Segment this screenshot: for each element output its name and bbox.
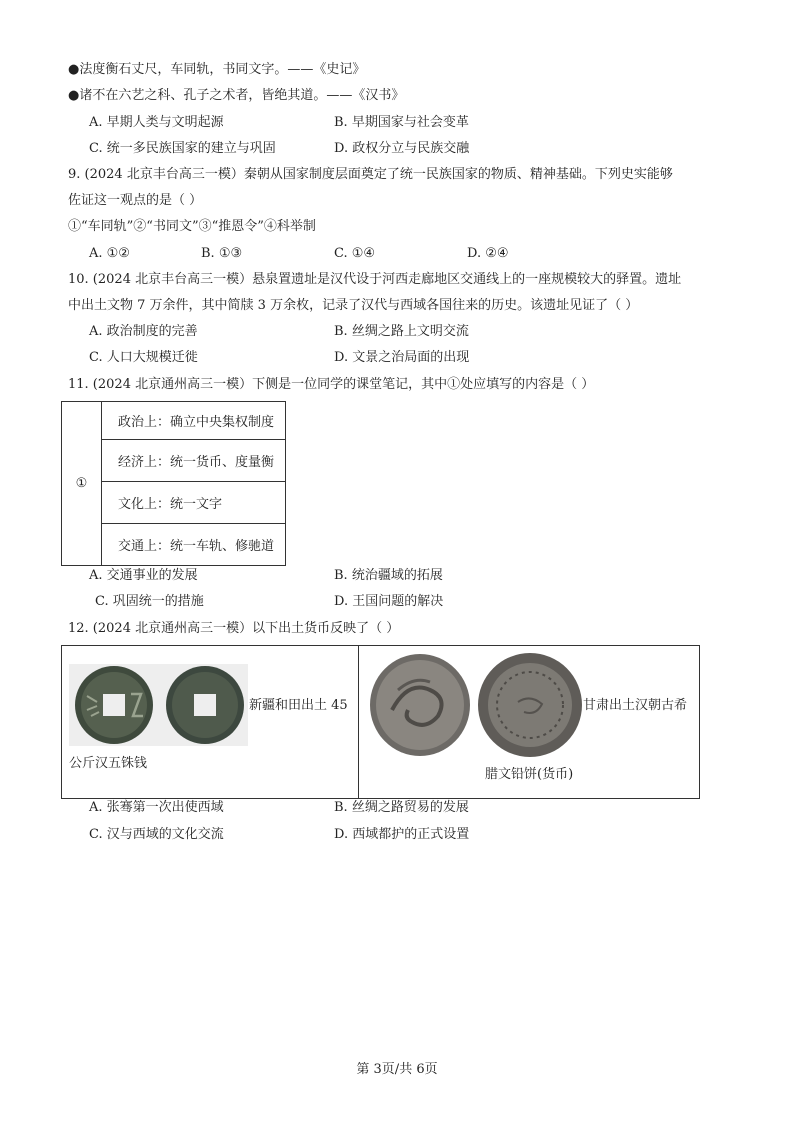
q10-option-c: C. 人口大规模迁徙 — [89, 350, 198, 365]
q10-stem-line1: 10. (2024 北京丰台高三一模）悬泉置遗址是汉代设于河西走廊地区交通线上的一座规模较大的驿置。遗址 — [68, 272, 682, 287]
q11-stem: 11. (2024 北京通州高三一模）下侧是一位同学的课堂笔记，其中①处应填写的内容是（ ） — [68, 377, 595, 392]
q9-items: ①“车同轨”②“书同文”③“推恩令”④科举制 — [68, 219, 316, 234]
q11-notes-table — [61, 401, 286, 566]
q9-stem-line1: 9. (2024 北京丰台高三一模）秦朝从国家制度层面奠定了统一民族国家的物质、精神基础。下列史实能够 — [68, 167, 673, 182]
q11-option-b: B. 统治疆域的拓展 — [334, 568, 443, 583]
q8-option-a: A. 早期人类与文明起源 — [89, 115, 224, 130]
q9-option-b: B. ①③ — [201, 246, 243, 261]
right-caption-b: 腊文铅饼(货币) — [485, 767, 574, 782]
left-caption-a: 新疆和田出土 45 — [249, 698, 348, 713]
table-divider — [358, 646, 359, 798]
q11-row-economy: 经济上：统一货币、度量衡 — [102, 440, 285, 482]
q9-option-c: C. ①④ — [334, 246, 376, 261]
q10-option-d: D. 文景之治局面的出现 — [334, 350, 470, 365]
q12-option-c: C. 汉与西域的文化交流 — [89, 827, 224, 842]
q8-option-d: D. 政权分立与民族交融 — [334, 141, 470, 156]
q11-option-d: D. 王国问题的解决 — [334, 594, 444, 609]
q11-option-a: A. 交通事业的发展 — [89, 568, 198, 583]
wuzhu-coins-icon — [69, 664, 248, 746]
q12-coin-table — [61, 645, 700, 799]
quote-shiji: ●法度衡石丈尺，车同轨，书同文字。——《史记》 — [68, 62, 366, 77]
q12-stem: 12. (2024 北京通州高三一模）以下出土货币反映了（ ） — [68, 621, 400, 636]
q11-option-c: C. 巩固统一的措施 — [95, 594, 204, 609]
page-footer: 第 3页/共 6页 — [356, 1062, 438, 1077]
q11-row-transport: 交通上：统一车轨、修驰道 — [118, 539, 275, 554]
q11-row-culture: 文化上：统一文字 — [102, 482, 285, 524]
q12-option-d: D. 西域都护的正式设置 — [334, 827, 470, 842]
q10-option-b: B. 丝绸之路上文明交流 — [334, 324, 469, 339]
q8-option-b: B. 早期国家与社会变革 — [334, 115, 469, 130]
q11-row-politics: 政治上：确立中央集权制度 — [102, 402, 285, 440]
q9-stem-line2: 佐证这一观点的是（ ） — [68, 193, 203, 208]
q10-stem-line2: 中出土文物 7 万余件，其中简牍 3 万余枚，记录了汉代与西域各国往来的历史。该遗址见证了（ ） — [68, 298, 639, 313]
q12-option-a: A. 张骞第一次出使西域 — [89, 800, 224, 815]
quote-hanshu: ●诸不在六艺之科、孔子之术者，皆绝其道。——《汉书》 — [68, 88, 405, 103]
right-caption-a: 甘肃出土汉朝古希 — [583, 698, 688, 713]
lead-cake-image — [368, 650, 583, 760]
q12-option-b: B. 丝绸之路贸易的发展 — [334, 800, 469, 815]
q9-option-d: D. ②④ — [467, 246, 509, 261]
q11-blank-marker: ① — [62, 402, 102, 565]
lead-cake-icon — [368, 650, 583, 760]
q8-option-c: C. 统一多民族国家的建立与巩固 — [89, 141, 276, 156]
q10-option-a: A. 政治制度的完善 — [89, 324, 198, 339]
q9-option-a: A. ①② — [89, 246, 130, 261]
wuzhu-coins-image — [69, 664, 248, 746]
left-caption-b: 公斤汉五铢钱 — [69, 756, 148, 771]
